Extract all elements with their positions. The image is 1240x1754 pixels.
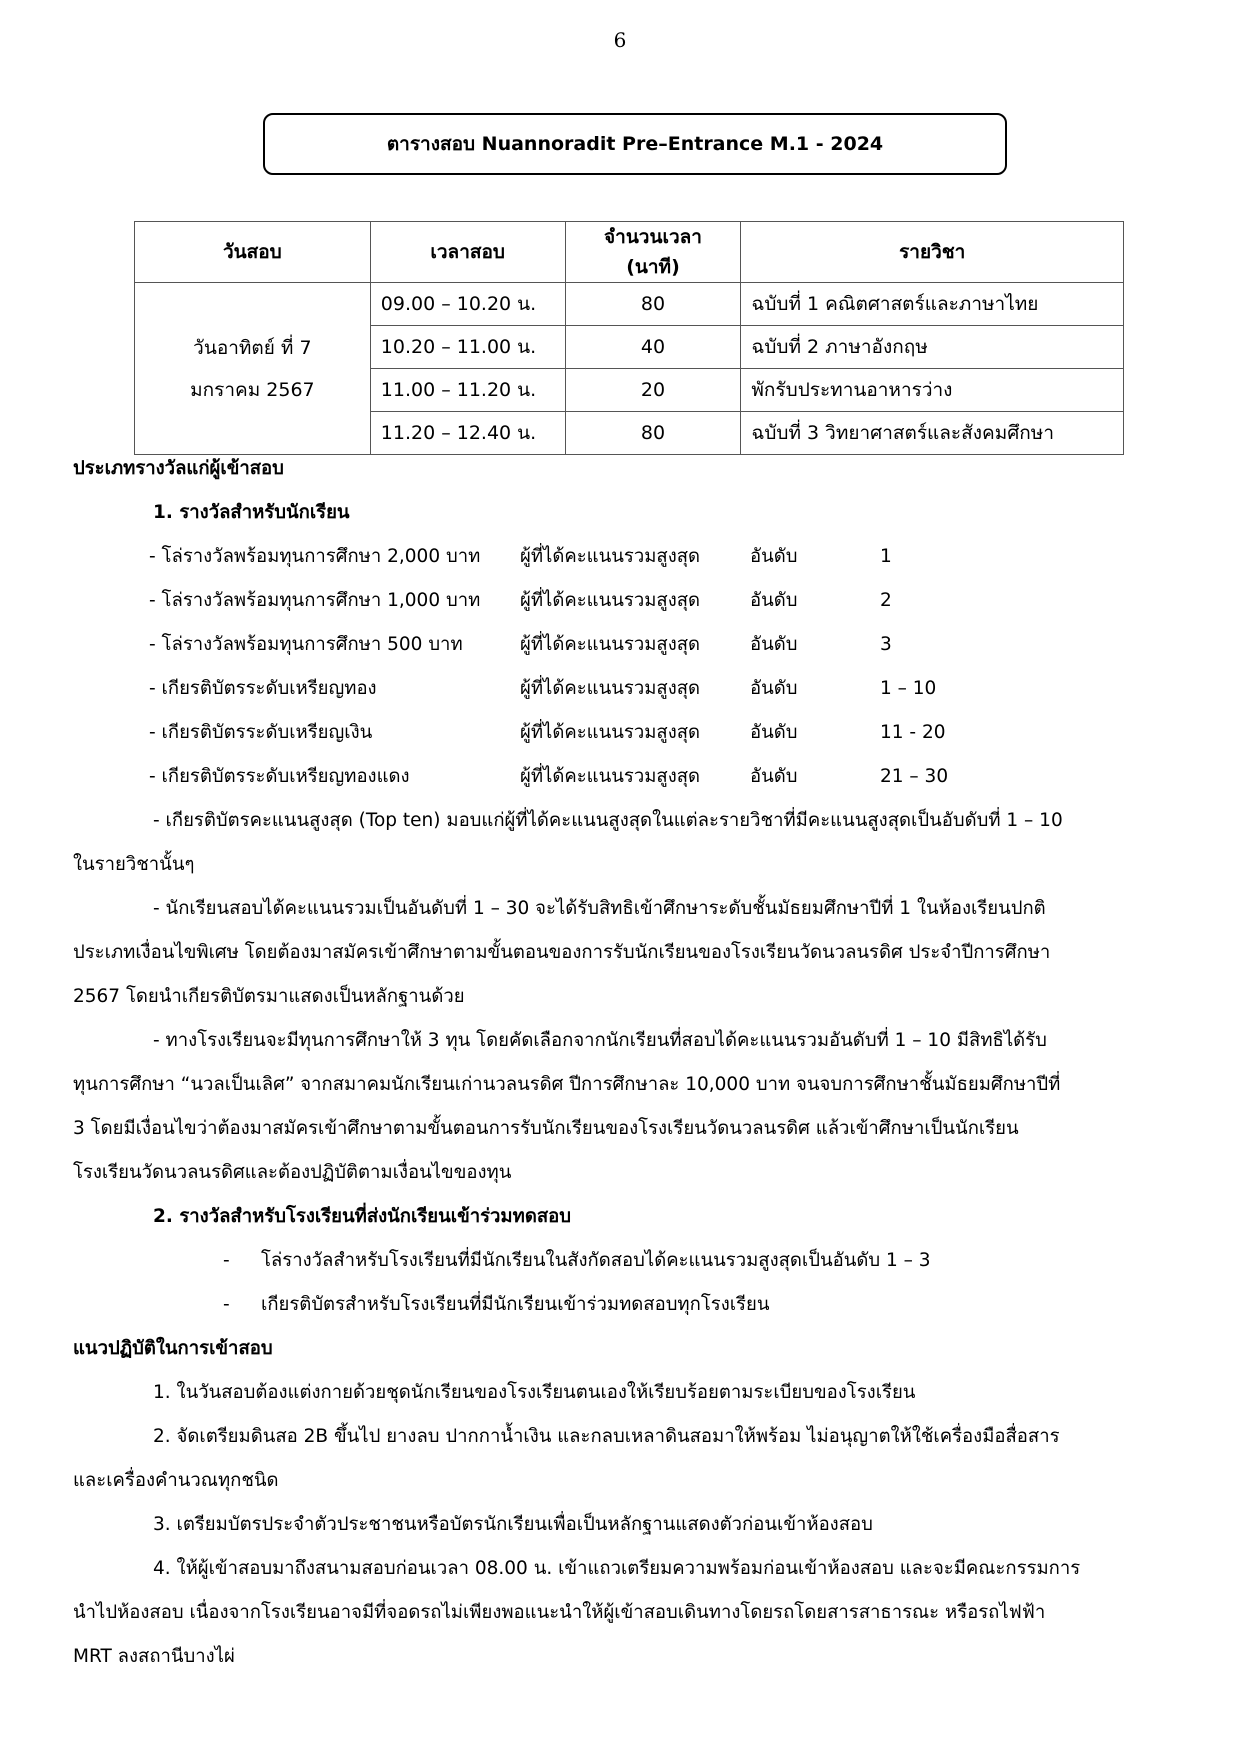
award-criteria: ผู้ที่ได้คะแนนรวมสูงสุด <box>520 546 701 567</box>
time-cell: 10.20 – 11.00 น. <box>370 326 565 369</box>
table-header-row <box>135 222 1124 283</box>
bullet-dash: - <box>223 1250 230 1271</box>
award-rank: 1 – 10 <box>880 678 937 699</box>
award-rank: 21 – 30 <box>880 766 949 787</box>
award-item <box>73 711 1173 755</box>
exam-schedule-table <box>134 221 1124 455</box>
exam-day-line1: วันอาทิตย์ ที่ 7 <box>193 336 312 359</box>
guideline-line: 3. เตรียมบัตรประจำตัวประชาชนหรือบัตรนักเรียนเพื่อเป็นหลักฐานแสดงตัวก่อนเข้าห้องสอบ <box>153 1514 873 1535</box>
award-rank-label: อันดับ <box>750 766 798 787</box>
time-cell: 11.00 – 11.20 น. <box>370 369 565 412</box>
school-award-text: เกียรติบัตรสำหรับโรงเรียนที่มีนักเรียนเข้าร่วมทดสอบทุกโรงเรียน <box>261 1294 770 1315</box>
time-cell: 11.20 – 12.40 น. <box>370 412 565 455</box>
exam-day-line2: มกราคม 2567 <box>190 378 315 401</box>
award-name: - โล่รางวัลพร้อมทุนการศึกษา 1,000 บาท <box>149 590 481 611</box>
guideline-line: 1. ในวันสอบต้องแต่งกายด้วยชุดนักเรียนของโรงเรียนตนเองให้เรียบร้อยตามระเบียบของโรงเรียน <box>153 1382 916 1403</box>
student-awards-heading: 1. รางวัลสำหรับนักเรียน <box>153 502 350 523</box>
awards-heading: ประเภทรางวัลแก่ผู้เข้าสอบ <box>73 458 284 479</box>
rights-paragraph-line: ประเภทเงื่อนไขพิเศษ โดยต้องมาสมัครเข้าศึกษาตามขั้นตอนของการรับนักเรียนของโรงเรียนวัดนวลนรดิศ ประจำปีการศึกษา <box>73 942 1051 963</box>
guidelines-heading: แนวปฏิบัติในการเข้าสอบ <box>73 1338 273 1359</box>
school-awards-heading: 2. รางวัลสำหรับโรงเรียนที่ส่งนักเรียนเข้าร่วมทดสอบ <box>153 1206 571 1227</box>
minutes-cell: 80 <box>565 412 741 455</box>
award-rank: 2 <box>880 590 892 611</box>
header-subject: รายวิชา <box>741 222 1124 283</box>
award-rank-label: อันดับ <box>750 590 798 611</box>
scholarship-paragraph-line: ทุนการศึกษา “นวลเป็นเลิศ” จากสมาคมนักเรียนเก่านวลนรดิศ ปีการศึกษาละ 10,000 บาท จนจบการศึกษาชั้นมัธยมศึกษาปีที่ <box>73 1074 1061 1095</box>
award-rank: 3 <box>880 634 892 655</box>
award-criteria: ผู้ที่ได้คะแนนรวมสูงสุด <box>520 722 701 743</box>
bullet-dash: - <box>223 1294 230 1315</box>
scholarship-paragraph-line: - ทางโรงเรียนจะมีทุนการศึกษาให้ 3 ทุน โดยคัดเลือกจากนักเรียนที่สอบได้คะแนนรวมอันดับที่ 1 – 10 มีสิทธิได้รับ <box>153 1030 1047 1051</box>
award-name: - เกียรติบัตรระดับเหรียญเงิน <box>149 722 373 743</box>
award-name: - โล่รางวัลพร้อมทุนการศึกษา 500 บาท <box>149 634 463 655</box>
guideline-line: 2. จัดเตรียมดินสอ 2B ขึ้นไป ยางลบ ปากกาน้ำเงิน และกลบเหลาดินสอมาให้พร้อม ไม่อนุญาตให้ใช้เครื่องมือสื่อสาร <box>153 1426 1060 1447</box>
school-award-item <box>73 1283 1173 1327</box>
award-rank-label: อันดับ <box>750 678 798 699</box>
header-duration: จำนวนเวลา (นาที) <box>565 222 741 283</box>
header-exam-time: เวลาสอบ <box>370 222 565 283</box>
minutes-cell: 20 <box>565 369 741 412</box>
award-criteria: ผู้ที่ได้คะแนนรวมสูงสุด <box>520 634 701 655</box>
document-body <box>73 447 1173 1679</box>
guideline-line: และเครื่องคำนวณทุกชนิด <box>73 1470 279 1491</box>
subject-cell: พักรับประทานอาหารว่าง <box>741 369 1124 412</box>
award-rank-label: อันดับ <box>750 722 798 743</box>
school-award-text: โล่รางวัลสำหรับโรงเรียนที่มีนักเรียนในสังกัดสอบได้คะแนนรวมสูงสุดเป็นอันดับ 1 – 3 <box>261 1250 931 1271</box>
page-number: 6 <box>613 28 627 52</box>
award-item <box>73 623 1173 667</box>
exam-title-box <box>263 113 1007 175</box>
award-name: - เกียรติบัตรระดับเหรียญทอง <box>149 678 377 699</box>
header-exam-day: วันสอบ <box>135 222 371 283</box>
subject-cell: ฉบับที่ 2 ภาษาอังกฤษ <box>741 326 1124 369</box>
exam-day-cell <box>135 283 371 455</box>
award-item <box>73 755 1173 799</box>
award-name: - โล่รางวัลพร้อมทุนการศึกษา 2,000 บาท <box>149 546 481 567</box>
time-cell: 09.00 – 10.20 น. <box>370 283 565 326</box>
topten-paragraph-line: ในรายวิชานั้นๆ <box>73 854 195 875</box>
school-award-item <box>73 1239 1173 1283</box>
table-row <box>135 283 1124 326</box>
award-rank: 1 <box>880 546 892 567</box>
award-rank-label: อันดับ <box>750 546 798 567</box>
scholarship-paragraph-line: 3 โดยมีเงื่อนไขว่าต้องมาสมัครเข้าศึกษาตามขั้นตอนการรับนักเรียนของโรงเรียนวัดนวลนรดิศ แล้วเข้าศึกษาเป็นนักเรียน <box>73 1118 1019 1139</box>
exam-title: ตารางสอบ Nuannoradit Pre–Entrance M.1 - 2024 <box>386 133 884 155</box>
award-rank: 11 - 20 <box>880 722 946 743</box>
subject-cell: ฉบับที่ 1 คณิตศาสตร์และภาษาไทย <box>741 283 1124 326</box>
minutes-cell: 80 <box>565 283 741 326</box>
award-item <box>73 535 1173 579</box>
award-item <box>73 579 1173 623</box>
award-criteria: ผู้ที่ได้คะแนนรวมสูงสุด <box>520 766 701 787</box>
award-criteria: ผู้ที่ได้คะแนนรวมสูงสุด <box>520 590 701 611</box>
award-item <box>73 667 1173 711</box>
minutes-cell: 40 <box>565 326 741 369</box>
guideline-line: 4. ให้ผู้เข้าสอบมาถึงสนามสอบก่อนเวลา 08.00 น. เข้าแถวเตรียมความพร้อมก่อนเข้าห้องสอบ และจะมีคณะกรรมการ <box>153 1558 1081 1579</box>
award-name: - เกียรติบัตรระดับเหรียญทองแดง <box>149 766 410 787</box>
award-criteria: ผู้ที่ได้คะแนนรวมสูงสุด <box>520 678 701 699</box>
subject-cell: ฉบับที่ 3 วิทยาศาสตร์และสังคมศึกษา <box>741 412 1124 455</box>
rights-paragraph-line: 2567 โดยนำเกียรติบัตรมาแสดงเป็นหลักฐานด้วย <box>73 986 465 1007</box>
topten-paragraph-line: - เกียรติบัตรคะแนนสูงสุด (Top ten) มอบแก่ผู้ที่ได้คะแนนสูงสุดในแต่ละรายวิชาที่มีคะแนนสูงสุดเป็นอับดับที่ 1 – 10 <box>153 810 1063 831</box>
rights-paragraph-line: - นักเรียนสอบได้คะแนนรวมเป็นอันดับที่ 1 – 30 จะได้รับสิทธิเข้าศึกษาระดับชั้นมัธยมศึกษาปีที่ 1 ในห้องเรียนปกติ <box>153 898 1046 919</box>
award-rank-label: อันดับ <box>750 634 798 655</box>
guideline-line: MRT ลงสถานีบางไผ่ <box>73 1646 235 1667</box>
scholarship-paragraph-line: โรงเรียนวัดนวลนรดิศและต้องปฏิบัติตามเงื่อนไขของทุน <box>73 1162 512 1183</box>
guideline-line: นำไปห้องสอบ เนื่องจากโรงเรียนอาจมีที่จอดรถไม่เพียงพอแนะนำให้ผู้เข้าสอบเดินทางโดยรถโดยสารสาธารณะ หรือรถไฟฟ้า <box>73 1602 1046 1623</box>
